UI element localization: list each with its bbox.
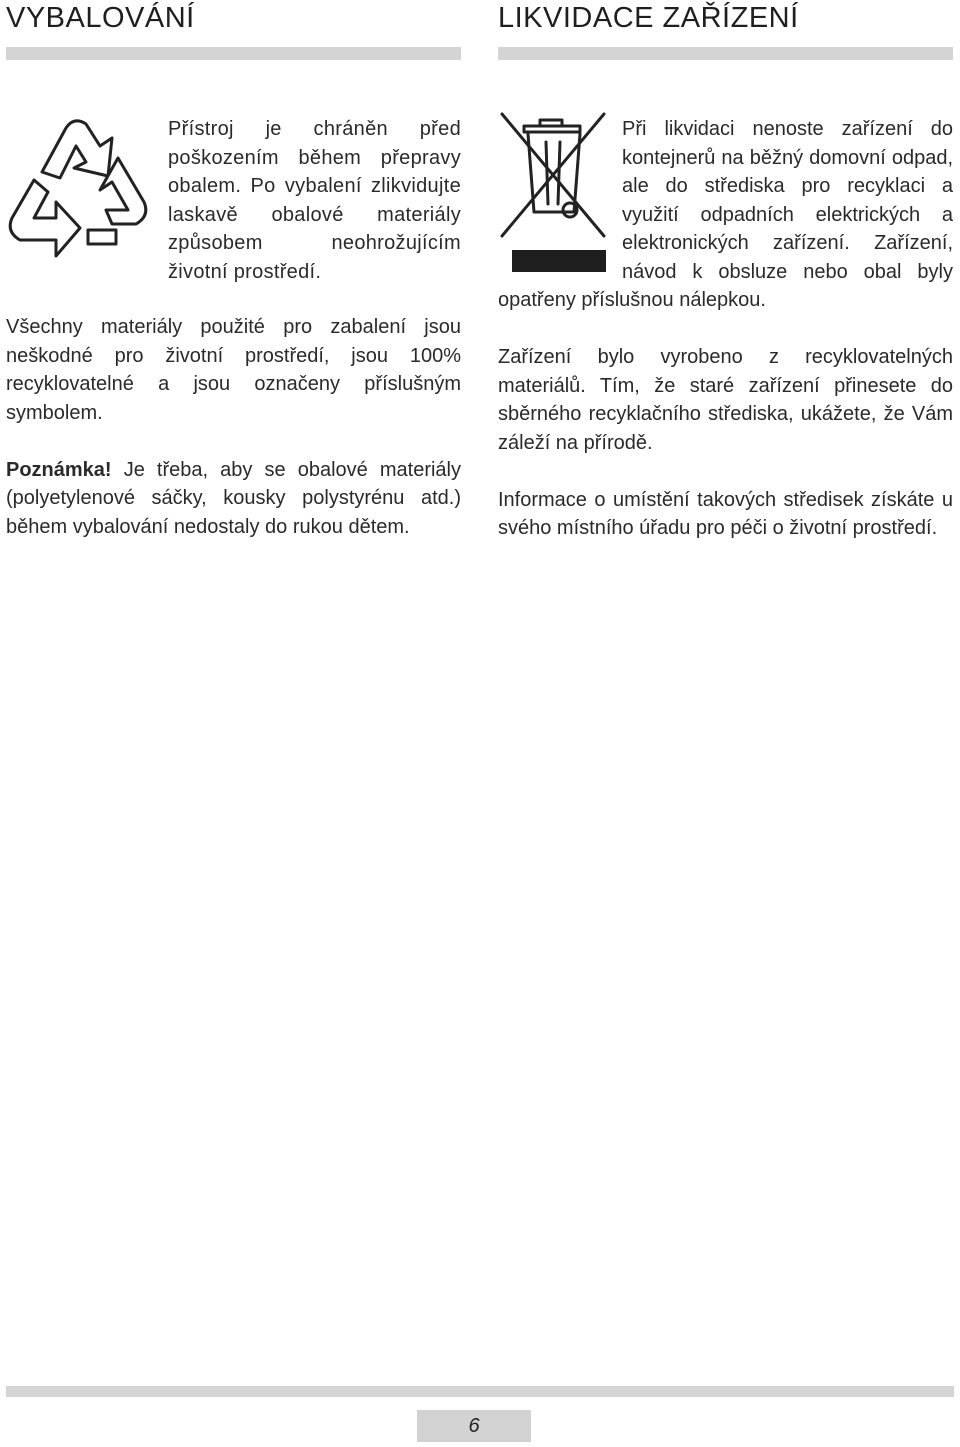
- left-header-bar: [6, 47, 461, 60]
- recycle-icon: [4, 110, 152, 260]
- footer-bar: [6, 1386, 954, 1397]
- bin-float-spacer: [498, 115, 622, 285]
- note-text: Je třeba, aby se obalové materiály (polyetylenové sáčky, kousky polystyrénu atd.) během vybalování nedostaly do rukou dětem.: [6, 458, 461, 538]
- right-section-title: LIKVIDACE ZAŘÍZENÍ: [498, 2, 799, 34]
- right-paragraph-1: Zařízení bylo vyrobeno z recyklovatelných materiálů. Tím, že staré zařízení přinesete do sběrného recyklačního střediska, ukážete, že Vám záleží na přírodě.: [498, 346, 953, 454]
- note-label: Poznámka!: [6, 458, 112, 481]
- right-intro-content: Při likvidaci nenoste zařízení do kontejnerů na běžný domovní odpad, ale do střediska pro recyklaci a využití odpadních elektrických a elektronických zařízení. Zařízení, návod k obsluze nebo obal byly opatřeny příslušnou nálepkou.: [498, 118, 953, 311]
- left-section-title: VYBALOVÁNÍ: [6, 2, 195, 34]
- right-header-bar: [498, 47, 953, 60]
- right-paragraph-2: Informace o umístění takových středisek získáte u svého místního úřadu pro péči o životní prostředí.: [498, 488, 953, 539]
- note-paragraph: [6, 456, 461, 542]
- page-number: 6: [417, 1410, 531, 1442]
- left-paragraph-1: Všechny materiály použité pro zabalení jsou neškodné pro životní prostředí, jsou 100% recyklovatelné a jsou označeny příslušným symbolem.: [6, 316, 461, 424]
- right-intro-text: [498, 115, 953, 315]
- left-intro-text: Přístroj je chráněn před poškozením během přepravy obalem. Po vybalení zlikvidujte laskavě obalové materiály způsobem neohrožujícím životní prostředí.: [168, 118, 461, 283]
